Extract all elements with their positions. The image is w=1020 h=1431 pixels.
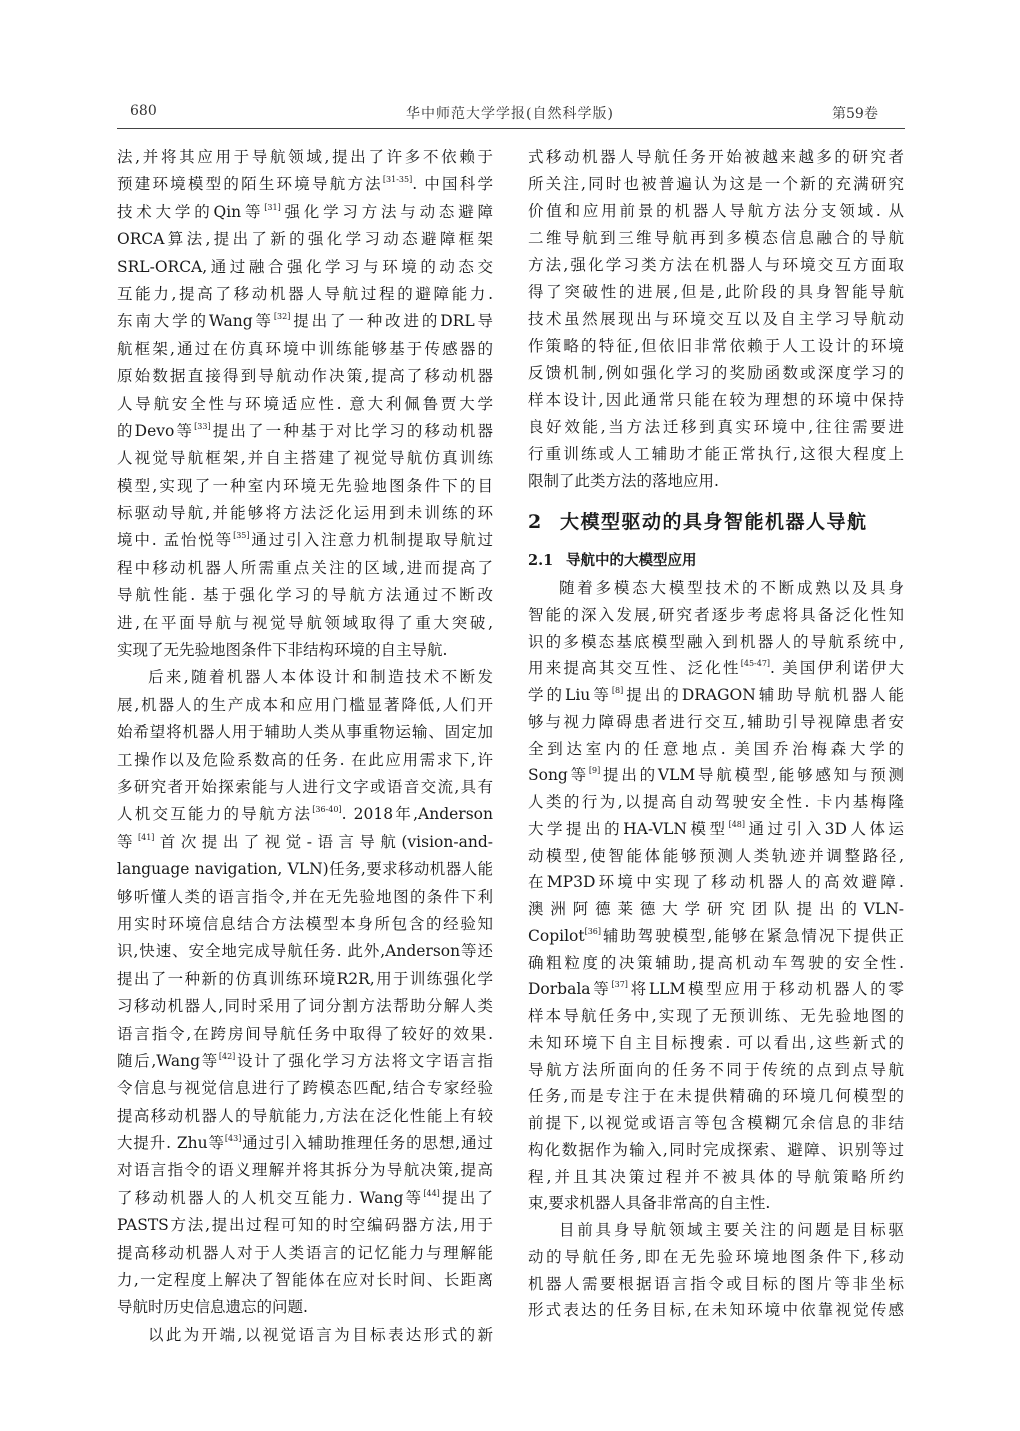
text-line: 令信息与视觉信息进行了跨模态匹配,结合专家经验: [117, 1079, 493, 1098]
text-line: 技术大学的Qin等[31]强化学习方法与动态避障: [117, 202, 493, 221]
subsection-heading: [528, 549, 697, 573]
citation-ref[interactable]: [33]: [194, 421, 211, 431]
text-line: 预建环境模型的陌生环境导航方法[31-35]. 中国科学: [117, 175, 493, 194]
text-line: 人视觉导航框架,并自主搭建了视觉导航仿真训练: [117, 449, 493, 468]
section-number: 2: [528, 511, 543, 533]
text-line: 样本导航任务中,实现了无预训练、无先验地图的: [528, 1007, 904, 1025]
section-title: 大模型驱动的具身智能机器人导航: [560, 511, 868, 533]
text-line: 目前具身导航领域主要关注的问题是目标驱: [559, 1221, 904, 1239]
text-line: 限制了此类方法的落地应用.: [528, 472, 719, 490]
citation-ref[interactable]: [44]: [423, 1188, 440, 1198]
text-line: 工操作以及危险系数高的任务. 在此应用需求下,许: [117, 750, 493, 769]
text-line: 式移动机器人导航任务开始被越来越多的研究者: [528, 148, 904, 166]
text-line: 进,在平面导航与视觉导航领域取得了重大突破,: [117, 613, 493, 632]
text-line: 的Devo等[33]提出了一种基于对比学习的移动机器: [117, 421, 493, 440]
text-line: 方法,强化学习类方法在机器人与环境交互方面取: [528, 256, 904, 274]
text-line: 澳洲阿德莱德大学研究团队提出的VLN-: [528, 900, 904, 918]
text-line: 确粗粒度的决策辅助,提高机动车驾驶的安全性.: [528, 953, 904, 972]
text-line: 束,要求机器人具备非常高的自主性.: [528, 1194, 771, 1213]
text-line: PASTS方法,提出过程可知的时空编码器方法,用于: [117, 1216, 493, 1235]
text-line: 动模型,使智能体能够预测人类轨迹并调整路径,: [528, 846, 904, 865]
left-column: [117, 144, 493, 1349]
citation-ref[interactable]: [41]: [137, 832, 155, 842]
citation-ref[interactable]: [48]: [728, 819, 745, 829]
text-line: ORCA算法,提出了新的强化学习动态避障框架: [117, 230, 493, 249]
text-line: 价值和应用前景的机器人导航方法分支领域. 从: [528, 202, 904, 220]
paragraph: [528, 144, 904, 495]
citation-ref[interactable]: [31-35]: [382, 175, 413, 185]
text-line: 所关注,同时也被普遍认为这是一个新的充满研究: [528, 175, 904, 193]
text-line: 大提升. Zhu等[43]通过引入辅助推理任务的思想,通过: [117, 1134, 493, 1153]
text-line: Copilot[36]辅助驾驶模型,能够在紧急情况下提供正: [528, 926, 904, 945]
text-line: 力,一定程度上解决了智能体在应对长时间、长距离: [117, 1271, 493, 1290]
paragraph: [117, 1322, 493, 1349]
text-line: 未知环境下自主目标搜索. 可以看出,这些新式的: [528, 1033, 904, 1052]
text-line: 提高移动机器人对于人类语言的记忆能力与理解能: [117, 1243, 493, 1262]
text-line: 用实时环境信息结合方法模型本身所包含的经验知: [117, 914, 493, 933]
paragraph: [117, 144, 493, 664]
text-line: 等[41]首次提出了视觉-语言导航(vision-and-: [117, 832, 493, 851]
text-line: 以此为开端,以视觉语言为目标表达形式的新: [148, 1325, 493, 1344]
subsection-number: 2.1: [528, 552, 554, 569]
text-line: 够与视力障碍患者进行交互,辅助引导视障患者安: [528, 712, 904, 731]
text-line: Song等[9]提出的VLM导航模型,能够感知与预测: [528, 766, 904, 785]
text-line: 东南大学的Wang等[32]提出了一种改进的DRL导: [117, 312, 493, 331]
right-column-top: [528, 144, 904, 495]
text-line: 习移动机器人,同时采用了词分割方法帮助分解人类: [117, 997, 493, 1016]
citation-ref[interactable]: [8]: [611, 686, 624, 695]
citation-ref[interactable]: [35]: [233, 531, 250, 541]
citation-ref[interactable]: [43]: [224, 1134, 242, 1144]
text-line: 语言指令,在跨房间导航任务中取得了较好的效果.: [117, 1024, 493, 1043]
text-line: 大学提出的HA-VLN模型[48]通过引入3D人体运: [528, 819, 904, 838]
citation-ref[interactable]: [36-40]: [312, 805, 342, 815]
text-line: 法,并将其应用于导航领域,提出了许多不依赖于: [117, 148, 493, 166]
text-line: 导航方法所面向的任务不同于传统的点到点导航: [528, 1060, 904, 1079]
paragraph: [528, 575, 904, 1217]
text-line: 随后,Wang等[42]设计了强化学习方法将文字语言指: [117, 1051, 493, 1070]
text-line: 反馈机制,例如强化学习的奖励函数或深度学习的: [528, 364, 904, 382]
text-line: 得了突破性的进展,但是,此阶段的具身智能导航: [528, 283, 904, 301]
citation-ref[interactable]: [42]: [218, 1051, 236, 1061]
text-line: 学的Liu等[8]提出的DRAGON辅助导航机器人能: [528, 686, 904, 704]
citation-ref[interactable]: [45-47]: [740, 659, 771, 669]
citation-ref[interactable]: [31]: [264, 202, 281, 212]
text-line: 展,机器人的生产成本和应用门槛显著降低,人们开: [117, 695, 493, 714]
text-line: 机器人需要根据语言指令或目标的图片等非坐标: [528, 1274, 904, 1293]
text-line: 航框架,通过在仿真环境中训练能够基于传感器的: [117, 339, 493, 358]
text-line: 行重训练或人工辅助才能正常执行,这很大程度上: [528, 445, 904, 463]
journal-title: 华中师范大学学报(自然科学版): [406, 106, 614, 122]
right-column-body: [528, 575, 904, 1324]
text-line: 前提下,以视觉或语言等包含模糊冗余信息的非结: [528, 1114, 904, 1132]
text-line: 作策略的特征,但依旧非常依赖于人工设计的环境: [528, 337, 904, 355]
text-line: 对语言指令的语义理解并将其拆分为导航决策,提高: [117, 1161, 493, 1180]
text-line: 在MP3D环境中实现了移动机器人的高效避障.: [528, 873, 904, 892]
volume-number: 第59卷: [832, 106, 878, 122]
text-line: 人机交互能力的导航方法[36-40]. 2018年,Anderson: [117, 805, 493, 824]
text-line: 形式表达的任务目标,在未知环境中依靠视觉传感: [528, 1301, 904, 1320]
text-line: 境中. 孟怡悦等[35]通过引入注意力机制提取导航过: [117, 531, 493, 550]
text-line: 原始数据直接得到导航动作决策,提高了移动机器: [117, 367, 493, 386]
text-line: 随着多模态大模型技术的不断成熟以及具身: [559, 579, 904, 597]
text-line: 样本设计,因此通常只能在较为理想的环境中保持: [528, 391, 904, 409]
text-line: 识,快速、安全地完成导航任务. 此外,Anderson等还: [117, 942, 493, 961]
text-line: 人类的行为,以提高自动驾驶安全性. 卡内基梅隆: [528, 793, 904, 811]
text-line: 导航时历史信息遗忘的问题.: [117, 1298, 308, 1317]
text-line: Dorbala等[37]将LLM模型应用于移动机器人的零: [528, 980, 904, 999]
page-number: 680: [130, 103, 157, 119]
text-line: 全到达室内的任意地点. 美国乔治梅森大学的: [528, 739, 904, 758]
text-line: 二维导航到三维导航再到多模态信息融合的导航: [528, 229, 904, 247]
text-line: 良好效能,当方法迁移到真实环境中,往往需要进: [528, 418, 904, 436]
citation-ref[interactable]: [36]: [584, 926, 602, 936]
text-line: 任务,而是专注于在未提供精确的环境几何模型的: [528, 1087, 904, 1106]
text-line: 构化数据作为输入,同时完成探索、避障、识别等过: [528, 1140, 904, 1159]
text-line: 多研究者开始探索能与人进行文字或语音交流,具有: [117, 777, 493, 796]
text-line: SRL-ORCA,通过融合强化学习与环境的动态交: [117, 257, 493, 276]
section-heading: [528, 507, 904, 537]
text-line: 模型,实现了一种室内环境无先验地图条件下的目: [117, 476, 493, 495]
text-line: 互能力,提高了移动机器人导航过程的避障能力.: [117, 284, 493, 303]
text-line: 识的多模态基底模型融入到机器人的导航系统中,: [528, 632, 904, 651]
text-line: 程,并且其决策过程并不被具体的导航策略所约: [528, 1167, 904, 1186]
paragraph: [117, 664, 493, 1321]
text-line: 用来提高其交互性、泛化性[45-47]. 美国伊利诺伊大: [528, 659, 904, 678]
text-line: 人导航安全性与环境适应性. 意大利佩鲁贾大学: [117, 394, 493, 413]
citation-ref[interactable]: [32]: [273, 312, 291, 322]
text-line: language navigation, VLN)任务,要求移动机器人能: [117, 860, 493, 879]
paragraph: [528, 1217, 904, 1324]
header-rule: [117, 128, 905, 129]
text-line: 始希望将机器人用于辅助人类从事重物运输、固定加: [117, 723, 493, 742]
text-line: 后来,随着机器人本体设计和制造技术不断发: [148, 668, 493, 687]
citation-ref[interactable]: [37]: [611, 980, 628, 990]
text-line: 动的导航任务,即在无先验环境地图条件下,移动: [528, 1247, 904, 1266]
citation-ref[interactable]: [9]: [588, 766, 601, 776]
text-line: 智能的深入发展,研究者逐步考虑将具备泛化性知: [528, 605, 904, 624]
text-line: 程中移动机器人所需重点关注的区域,进而提高了: [117, 558, 493, 577]
subsection-title: 导航中的大模型应用: [566, 553, 697, 569]
text-line: 提高移动机器人的导航能力,方法在泛化性能上有较: [117, 1106, 493, 1125]
text-line: 技术虽然展现出与环境交互以及自主学习导航动: [528, 310, 904, 328]
text-line: 标驱动导航,并能够将方法泛化运用到未训练的环: [117, 504, 493, 523]
text-line: 了移动机器人的人机交互能力. Wang等[44]提出了: [117, 1188, 493, 1207]
text-line: 够听懂人类的语言指令,并在无先验地图的条件下利: [117, 887, 493, 906]
text-line: 实现了无先验地图条件下非结构环境的自主导航.: [117, 641, 448, 660]
text-line: 导航性能. 基于强化学习的导航方法通过不断改: [117, 586, 493, 605]
text-line: 提出了一种新的仿真训练环境R2R,用于训练强化学: [117, 969, 493, 988]
